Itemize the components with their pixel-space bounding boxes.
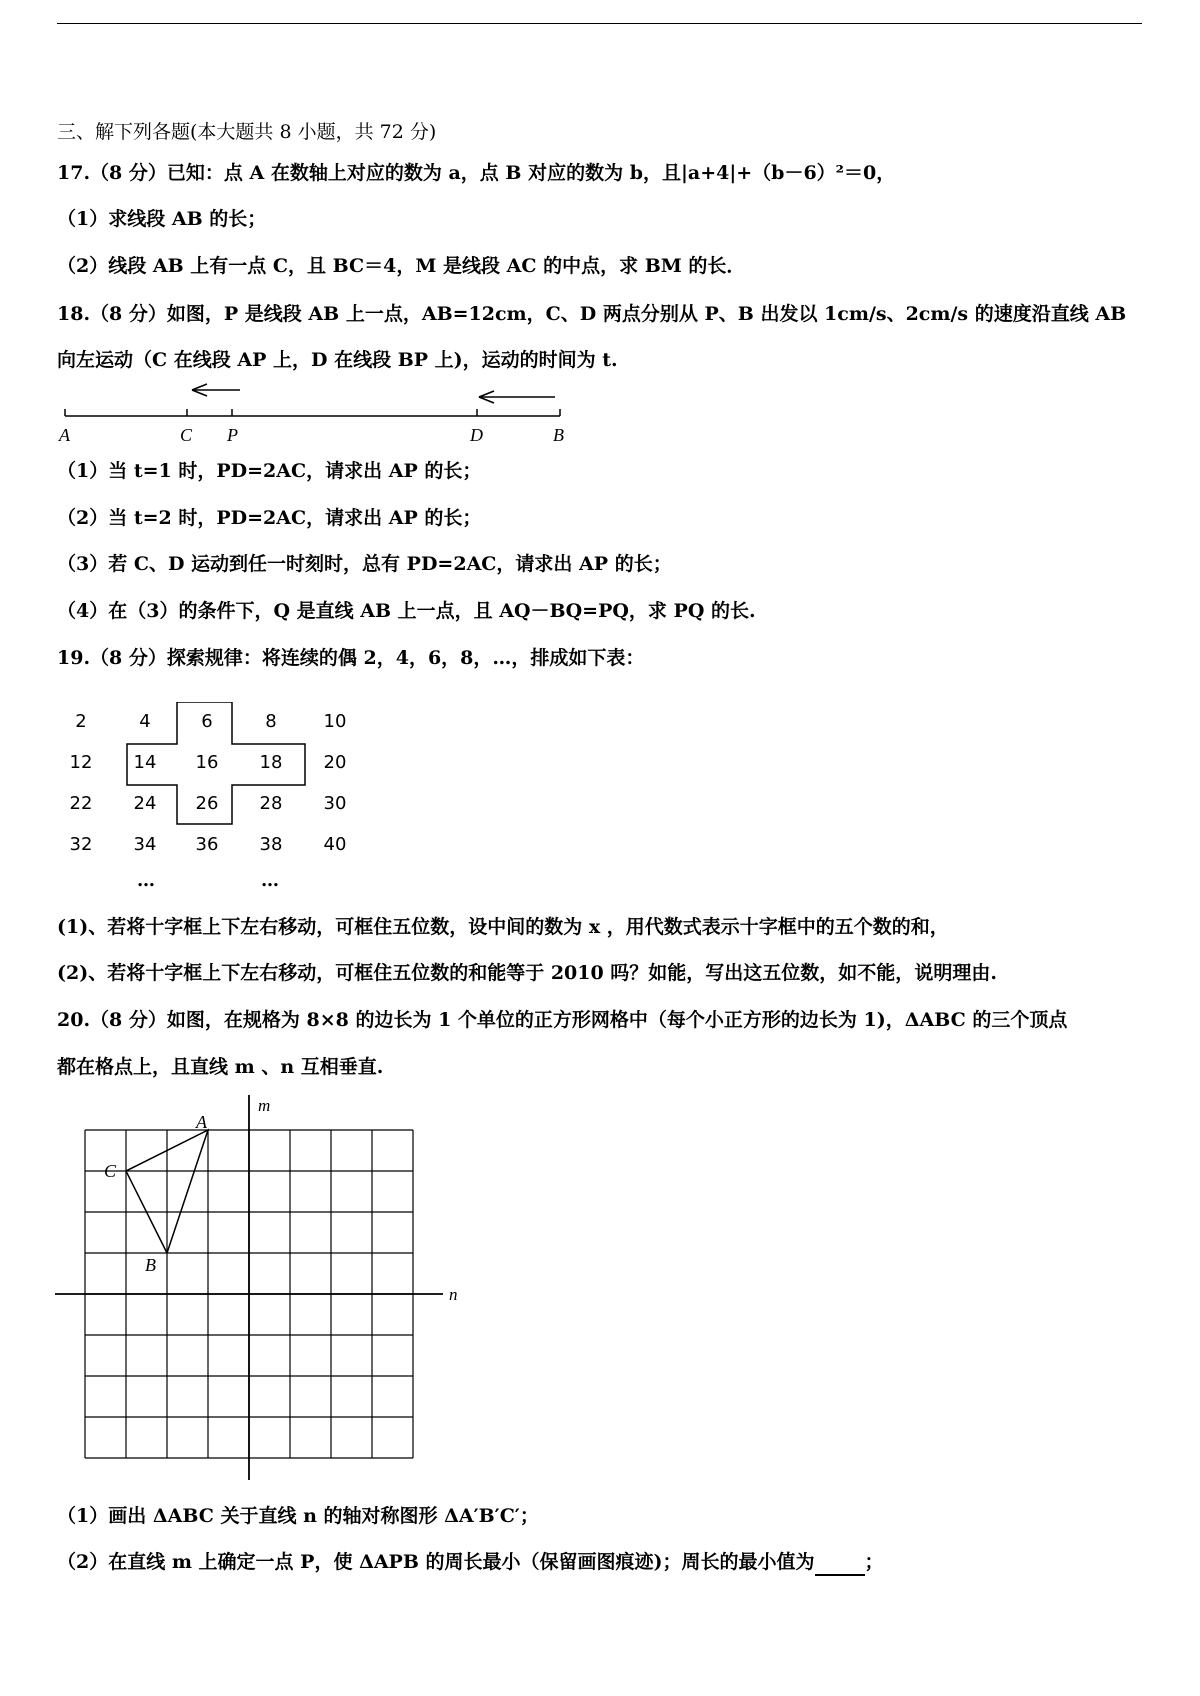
- table-cell: 38: [259, 834, 283, 855]
- label-C: C: [104, 1161, 117, 1181]
- label-C: C: [180, 425, 193, 445]
- table-cell: 40: [323, 834, 347, 855]
- label-m: m: [258, 1096, 271, 1115]
- ellipsis: …: [261, 870, 279, 891]
- table-cell: 16: [195, 752, 219, 773]
- q17-part2: （2）线段 AB 上有一点 C，且 BC＝4，M 是线段 AC 的中点，求 BM 的长．: [57, 255, 746, 277]
- ellipsis: …: [137, 870, 155, 891]
- table-cell: 10: [323, 711, 347, 732]
- label-B: B: [145, 1255, 156, 1275]
- q20-part2: [57, 1550, 884, 1576]
- q18-segment-figure: [57, 378, 577, 448]
- label-B: B: [553, 425, 564, 445]
- table-cell: 30: [323, 793, 347, 814]
- table-cell: 8: [265, 711, 277, 732]
- table-cell: 4: [139, 711, 151, 732]
- q18-part2: （2）当 t=2 时，PD=2AC，请求出 AP 的长；: [57, 507, 482, 529]
- q19-part2: (2)、若将十字框上下左右移动，可框住五位数的和能等于 2010 吗？如能，写出这五位数，如不能，说明理由.: [57, 962, 997, 984]
- label-P: P: [227, 425, 238, 445]
- q20-grid-figure: [50, 1095, 470, 1490]
- arrow-left-icon: [479, 391, 555, 403]
- section-header: 三、解下列各题(本大题共 8 小题，共 72 分): [57, 121, 437, 143]
- q20-stem-line2: 都在格点上，且直线 m 、n 互相垂直.: [57, 1056, 384, 1078]
- q18-stem-line2: 向左运动（C 在线段 AP 上，D 在线段 BP 上)，运动的时间为 t.: [57, 349, 618, 371]
- table-cell: 32: [69, 834, 93, 855]
- q20-part2-text: （2）在直线 m 上确定一点 P，使 ΔAPB 的周长最小（保留画图痕迹)；周长的最小值为: [57, 1551, 815, 1573]
- table-cell: 6: [201, 711, 213, 732]
- q18-part1: （1）当 t=1 时，PD=2AC，请求出 AP 的长；: [57, 460, 482, 482]
- arrow-left-icon: [192, 384, 240, 396]
- q18-stem-line1: 18.（8 分）如图，P 是线段 AB 上一点，AB=12cm，C、D 两点分别从 P、B 出发以 1cm/s、2cm/s 的速度沿直线 AB: [57, 303, 1127, 325]
- q17-part1: （1）求线段 AB 的长；: [57, 208, 267, 230]
- even-number-table: [57, 702, 377, 902]
- q19-stem: 19.（8 分）探索规律：将连续的偶 2，4，6，8，…，排成如下表：: [57, 647, 645, 669]
- table-cell: 12: [69, 752, 93, 773]
- table-cell: 20: [323, 752, 347, 773]
- q20-part2-end: ；: [864, 1551, 884, 1573]
- q20-stem-line1: 20.（8 分）如图，在规格为 8×8 的边长为 1 个单位的正方形网格中（每个小正方形的边长为 1)，ΔABC 的三个顶点: [57, 1009, 1068, 1031]
- table-cell: 14: [133, 752, 157, 773]
- q19-part1: (1)、若将十字框上下左右移动，可框住五位数，设中间的数为 x ，用代数式表示十字框中的五个数的和，: [57, 916, 949, 938]
- label-A: A: [196, 1112, 207, 1132]
- table-cell: 24: [133, 793, 157, 814]
- table-cell: 36: [195, 834, 219, 855]
- answer-blank: [815, 1550, 865, 1576]
- q20-part1: （1）画出 ΔABC 关于直线 n 的轴对称图形 ΔA′B′C′；: [57, 1505, 539, 1527]
- table-cell: 18: [259, 752, 283, 773]
- table-cell: 28: [259, 793, 283, 814]
- table-cell: 22: [69, 793, 93, 814]
- q18-part4: （4）在（3）的条件下，Q 是直线 AB 上一点，且 AQ－BQ=PQ，求 PQ 的长.: [57, 600, 756, 622]
- label-n: n: [449, 1285, 458, 1304]
- q17-stem: 17.（8 分）已知：点 A 在数轴上对应的数为 a，点 B 对应的数为 b，且|a+4|+（b－6）²＝0，: [57, 162, 896, 184]
- label-D: D: [470, 425, 483, 445]
- label-A: A: [59, 425, 70, 445]
- table-cell: 26: [195, 793, 219, 814]
- table-cell: 2: [75, 711, 87, 732]
- table-cell: 34: [133, 834, 157, 855]
- header-rule: [57, 23, 1142, 24]
- q18-part3: （3）若 C、D 运动到任一时刻时，总有 PD=2AC，请求出 AP 的长；: [57, 553, 672, 575]
